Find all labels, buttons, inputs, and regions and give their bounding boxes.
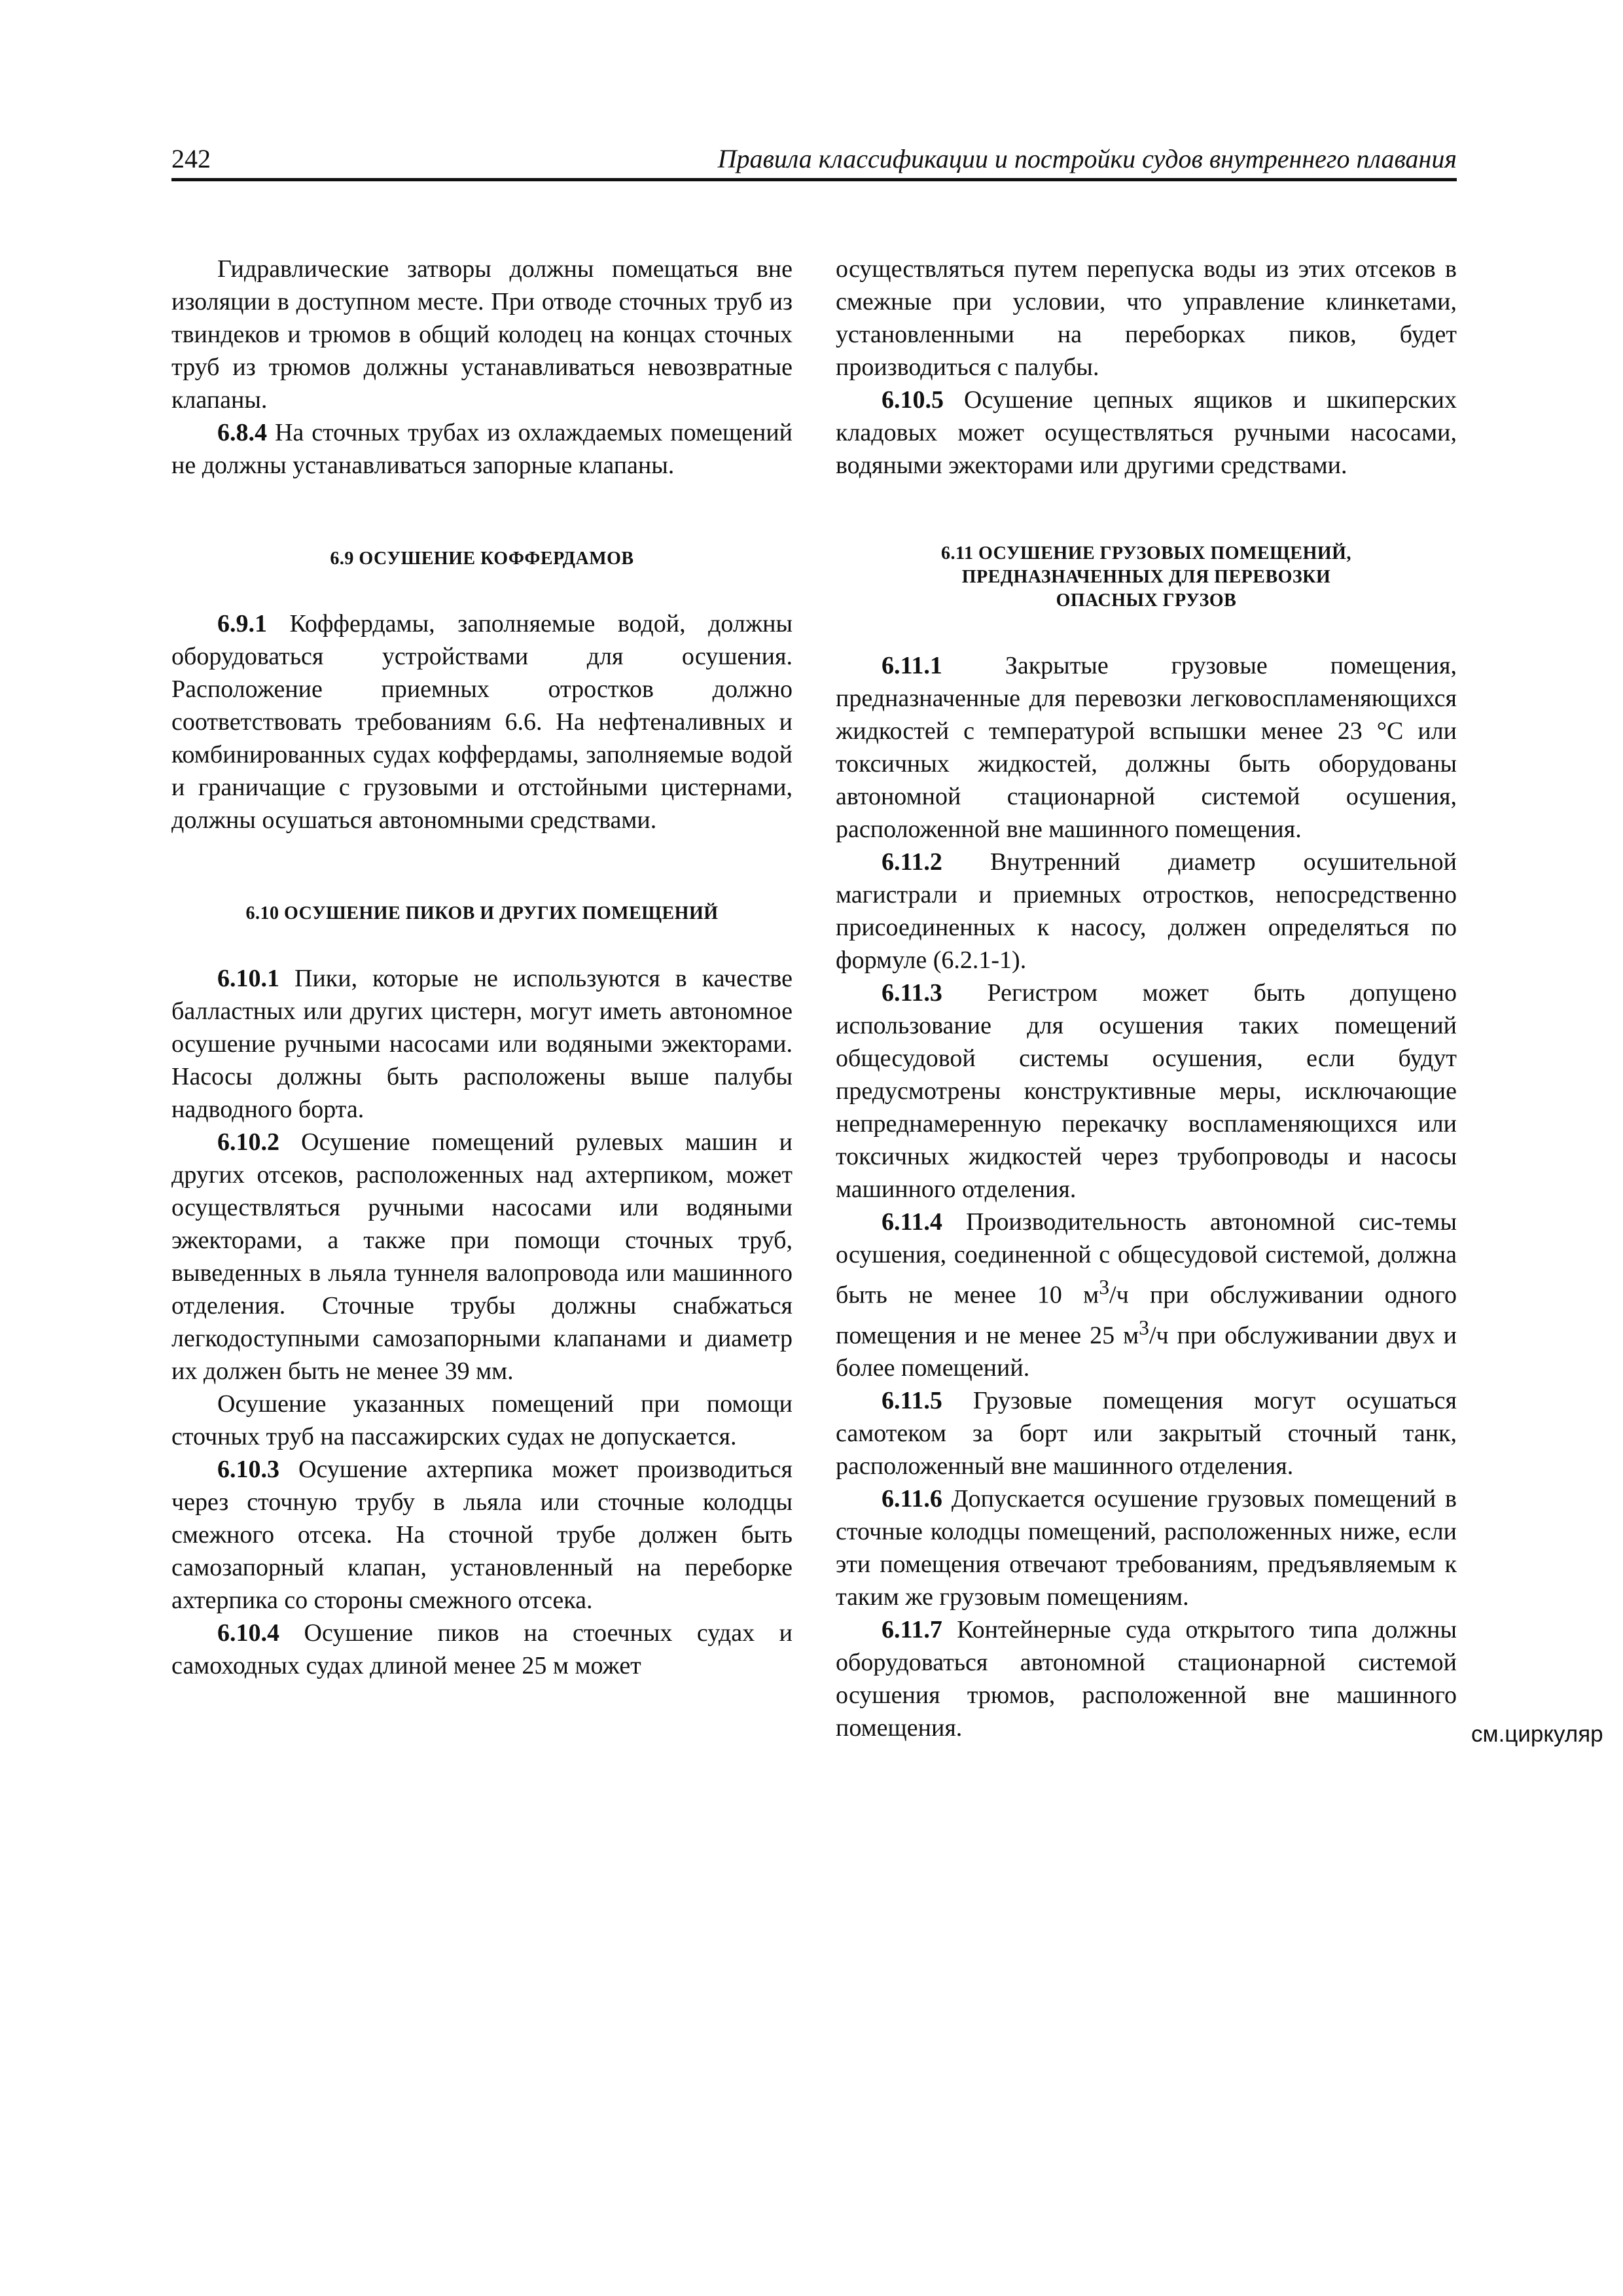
running-title: Правила классификации и постройки судов внутреннего плавания	[717, 144, 1457, 173]
section-number: 6.10.5	[882, 386, 944, 414]
paragraph-6-11-5: 6.11.5 Грузовые помещения могут осушаться самотеком за борт или закрытый сточный танк, расположенный вне машинного отделения.	[836, 1387, 1457, 1480]
paragraph-continued: осуществляться путем перепуска воды из этих отсеков в смежные при условии, что управление клинкетами, установленными на переборках пиков, будет производиться с палубы.	[836, 255, 1457, 381]
section-number: 6.11.4	[882, 1208, 942, 1236]
paragraph-6-9-1: 6.9.1 Коффердамы, заполняемые водой, должны оборудоваться устройствами для осушения. Расположение приемных отростков должно соответствовать требованиям 6.6. На нефтеналивных и комбинированных судах коффердамы, заполняемые водой и граничащие с грузовыми и отстойными цистернами, должны осушаться автономными средствами.	[171, 610, 793, 834]
paragraph-6-11-7: 6.11.7 Контейнерные суда открытого типа должны оборудоваться автономной стационарной системой осушения трюмов, расположенной вне машинного помещения.	[836, 1616, 1457, 1742]
section-number: 6.10.4	[217, 1619, 279, 1647]
section-number: 6.8.4	[217, 419, 267, 446]
section-number: 6.11.7	[882, 1616, 942, 1644]
section-number: 6.10.3	[217, 1456, 279, 1483]
section-number: 6.11.2	[882, 848, 942, 876]
section-number: 6.10.1	[217, 965, 279, 992]
paragraph-intro: Гидравлические затворы должны помещаться вне изоляции в доступном месте. При отводе сточных труб из твиндеков и трюмов в общий колодец на концах сточных труб из трюмов должны устанавливаться невозвратные клапаны.	[171, 255, 793, 414]
page-header	[171, 137, 1457, 181]
section-number: 6.11.6	[882, 1485, 942, 1513]
page-number: 242	[171, 144, 211, 173]
right-column	[836, 253, 1457, 1744]
paragraph-6-10-2b: Осушение указанных помещений при помощи сточных труб на пассажирских судах не допускается.	[171, 1390, 793, 1450]
left-column	[171, 253, 793, 1682]
paragraph-6-11-6: 6.11.6 Допускается осушение грузовых помещений в сточные колодцы помещений, расположенных ниже, если эти помещения отвечают требованиям, предъявляемым к таким же грузовым помещениям.	[836, 1485, 1457, 1611]
paragraph-6-10-2: 6.10.2 Осушение помещений рулевых машин и других отсеков, расположенных над ахтерпиком, может осуществляться ручными насосами или водяными эжекторами, а также при помощи сточных труб, выведенных в льяла туннеля валопровода или машинного отделения. Сточные трубы должны снабжаться легкодоступными самозапорными клапанами и диаметр их должен быть не менее 39 мм.	[171, 1128, 793, 1385]
paragraph-6-10-1: 6.10.1 Пики, которые не используются в качестве балластных или других цистерн, могут иметь автономное осушение ручными насосами или водяными эжекторами. Насосы должны быть расположены выше палубы надводного борта.	[171, 965, 793, 1123]
paragraph-6-11-2: 6.11.2 Внутренний диаметр осушительной магистрали и приемных отростков, непосредственно присоединенных к насосу, должен определяться по формуле (6.2.1-1).	[836, 848, 1457, 974]
section-number: 6.9.1	[217, 610, 267, 637]
section-number: 6.11.1	[882, 652, 942, 679]
heading-6-11: 6.11 ОСУШЕНИЕ ГРУЗОВЫХ ПОМЕЩЕНИЙ, ПРЕДНАЗНАЧЕННЫХ ДЛЯ ПЕРЕВОЗКИ ОПАСНЫХ ГРУЗОВ	[941, 543, 1351, 611]
margin-note: см.циркуляр	[1471, 1721, 1603, 1747]
paragraph-6-10-3: 6.10.3 Осушение ахтерпика может производиться через сточную трубу в льяла или сточные колодцы смежного отсека. На сточной трубе должен быть самозапорный клапан, установленный на переборке ахтерпика со стороны смежного отсека.	[171, 1456, 793, 1614]
paragraph-6-8-4: 6.8.4 На сточных трубах из охлаждаемых помещений не должны устанавливаться запорные клапаны.	[171, 419, 793, 479]
paragraph-6-11-1: 6.11.1 Закрытые грузовые помещения, предназначенные для перевозки легковоспламеняющихся жидкостей с температурой вспышки менее 23 °С или токсичных жидкостей, должны быть оборудованы автономной стационарной системой осушения, расположенной вне машинного помещения.	[836, 652, 1457, 843]
heading-6-9: 6.9 ОСУШЕНИЕ КОФФЕРДАМОВ	[330, 548, 634, 569]
paragraph-6-11-3: 6.11.3 Регистром может быть допущено использование для осушения таких помещений общесудовой системы осушения, если будут предусмотрены конструктивные меры, исключающие непреднамеренную перекачку воспламеняющихся или токсичных жидкостей через трубопроводы и насосы машинного отделения.	[836, 979, 1457, 1203]
section-number: 6.10.2	[217, 1128, 279, 1156]
section-number: 6.11.3	[882, 979, 942, 1007]
paragraph-6-10-4: 6.10.4 Осушение пиков на стоечных судах и самоходных судах длиной менее 25 м может	[171, 1619, 793, 1679]
paragraph-6-10-5: 6.10.5 Осушение цепных ящиков и шкиперских кладовых может осуществляться ручными насосами, водяными эжекторами или другими средствами.	[836, 386, 1457, 479]
section-number: 6.11.5	[882, 1387, 942, 1415]
paragraph-6-11-4: 6.11.4 Производительность автономной сис-темы осушения, соединенной с общесудовой системой, должна быть не менее 10 $м^3/ч$ при обслуживании одного помещения и не менее 25 $м^3/ч$ при обслуживании двух и более помещений.	[836, 1208, 1457, 1382]
heading-6-10: 6.10 ОСУШЕНИЕ ПИКОВ И ДРУГИХ ПОМЕЩЕНИЙ	[245, 903, 719, 924]
